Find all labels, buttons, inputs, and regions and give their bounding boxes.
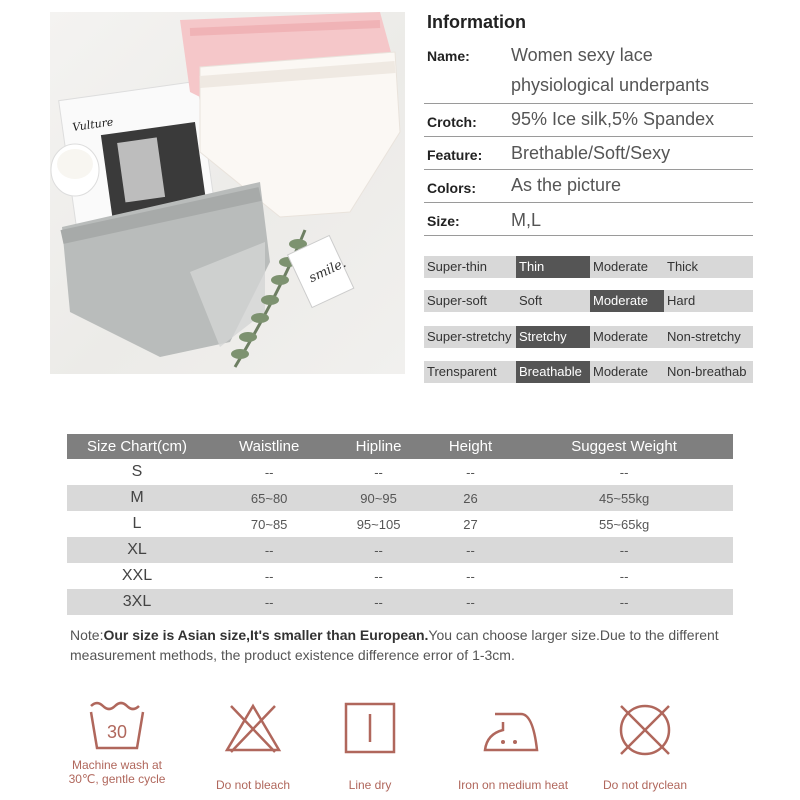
table-cell: --: [264, 464, 274, 480]
size-chart-table: [67, 434, 733, 615]
grade-option: Hard: [667, 293, 696, 308]
table-cell: --: [619, 464, 629, 480]
table-cell: --: [374, 568, 383, 584]
size-cell: XL: [67, 537, 207, 563]
size-cell: S: [131, 463, 143, 480]
magazine-text: Vulture: [71, 115, 115, 134]
do-not-dryclean-icon: [615, 700, 675, 760]
table-header-row: [67, 434, 733, 459]
table-header: Size Chart(cm): [67, 434, 207, 459]
info-key: Size:: [427, 213, 460, 229]
grade-label: Super-soft: [427, 293, 487, 308]
info-row-name: [424, 38, 753, 104]
table-row: [67, 459, 733, 485]
info-value: As the picture: [511, 175, 622, 195]
grade-label: Super-stretchy: [427, 329, 512, 344]
care-line-dry: [315, 700, 425, 792]
size-cell: XXL: [121, 567, 153, 584]
grade-option: Non-breathab: [667, 364, 747, 379]
info-value: M,L: [511, 210, 542, 230]
machine-wash-icon: [87, 700, 147, 752]
size-cell: M: [67, 485, 207, 511]
care-label: Iron on medium heat: [457, 778, 569, 792]
table-cell: --: [264, 568, 274, 584]
table-row: [67, 589, 733, 615]
info-value: 95% Ice silk,5% Spandex: [511, 109, 715, 129]
table-cell: --: [466, 464, 475, 480]
grade-bar: [424, 361, 753, 383]
note-prefix: Note:: [70, 627, 104, 643]
info-row-colors: [424, 170, 753, 203]
note-rest: You can choose larger size.Due to the different measurement methods, the product existence difference error of 1-3cm.: [70, 627, 719, 663]
table-cell: 26: [426, 485, 515, 511]
table-cell: --: [426, 537, 515, 563]
info-key: Crotch:: [427, 114, 477, 130]
iron-medium-icon: [481, 700, 545, 756]
care-label: Do not dryclean: [602, 778, 688, 792]
grade-option: Thick: [667, 259, 699, 274]
table-cell: --: [466, 568, 475, 584]
info-row-crotch: [424, 104, 753, 137]
info-row-size: [424, 203, 753, 236]
grade-bar: [424, 290, 753, 312]
grade-option-selected: Moderate: [590, 290, 664, 312]
info-title: Information: [427, 12, 526, 32]
size-note: [70, 625, 740, 665]
info-key: Feature:: [427, 147, 483, 163]
care-no-dryclean: [590, 700, 700, 792]
table-cell: --: [331, 537, 426, 563]
grade-option: Soft: [519, 293, 543, 308]
table-header: Height: [426, 434, 515, 459]
table-header: Waistline: [207, 434, 331, 459]
grade-option: Moderate: [593, 364, 648, 379]
info-value: Women sexy lace: [511, 45, 653, 65]
grade-label: Trensparent: [427, 364, 497, 379]
table-cell: 45~55kg: [515, 485, 733, 511]
care-label: Do not bleach: [215, 778, 291, 792]
care-label: 30℃, gentle cycle: [68, 772, 166, 786]
table-cell: 95~105: [356, 516, 401, 532]
info-value: Brethable/Soft/Sexy: [511, 143, 671, 163]
grade-label: Super-thin: [427, 259, 487, 274]
table-row: [67, 511, 733, 537]
table-row: [67, 537, 733, 563]
grade-option-selected: Breathable: [516, 361, 590, 383]
care-label: Machine wash at: [71, 758, 163, 772]
care-label: Line dry: [348, 778, 392, 792]
size-cell: L: [132, 515, 142, 532]
grade-bar: [424, 326, 753, 348]
wash-temp: 30: [106, 722, 128, 742]
info-value: physiological underpants: [511, 75, 710, 95]
table-row: [67, 485, 733, 511]
line-dry-icon: [342, 700, 398, 756]
table-cell: 90~95: [331, 485, 426, 511]
table-cell: --: [426, 589, 515, 615]
table-cell: --: [515, 589, 733, 615]
table-header: Hipline: [331, 434, 426, 459]
info-row-feature: [424, 137, 753, 170]
info-key: Colors:: [427, 180, 476, 196]
care-iron: [448, 700, 578, 792]
table-cell: 55~65kg: [598, 516, 650, 532]
info-key: Name:: [427, 48, 470, 64]
table-cell: --: [619, 568, 629, 584]
care-machine-wash: [62, 700, 172, 786]
table-cell: --: [331, 589, 426, 615]
grade-option: Moderate: [593, 259, 648, 274]
care-no-bleach: [198, 700, 308, 792]
grade-bar: [424, 256, 753, 278]
do-not-bleach-icon: [223, 700, 283, 756]
table-cell: 65~80: [207, 485, 331, 511]
table-cell: --: [207, 537, 331, 563]
table-header: Suggest Weight: [515, 434, 733, 459]
grade-option-selected: Stretchy: [516, 326, 590, 348]
table-cell: 27: [463, 516, 478, 532]
grade-option: Moderate: [593, 329, 648, 344]
table-cell: --: [515, 537, 733, 563]
grade-option: Non-stretchy: [667, 329, 741, 344]
note-bold: Our size is Asian size,It's smaller than European.: [103, 627, 429, 643]
card-text: smile.: [306, 255, 349, 287]
table-cell: 70~85: [250, 516, 288, 532]
size-cell: 3XL: [67, 589, 207, 615]
table-cell: --: [207, 589, 331, 615]
product-photo: [50, 12, 405, 374]
grade-option-selected: Thin: [516, 256, 590, 278]
table-cell: --: [374, 464, 383, 480]
table-row: [67, 563, 733, 589]
